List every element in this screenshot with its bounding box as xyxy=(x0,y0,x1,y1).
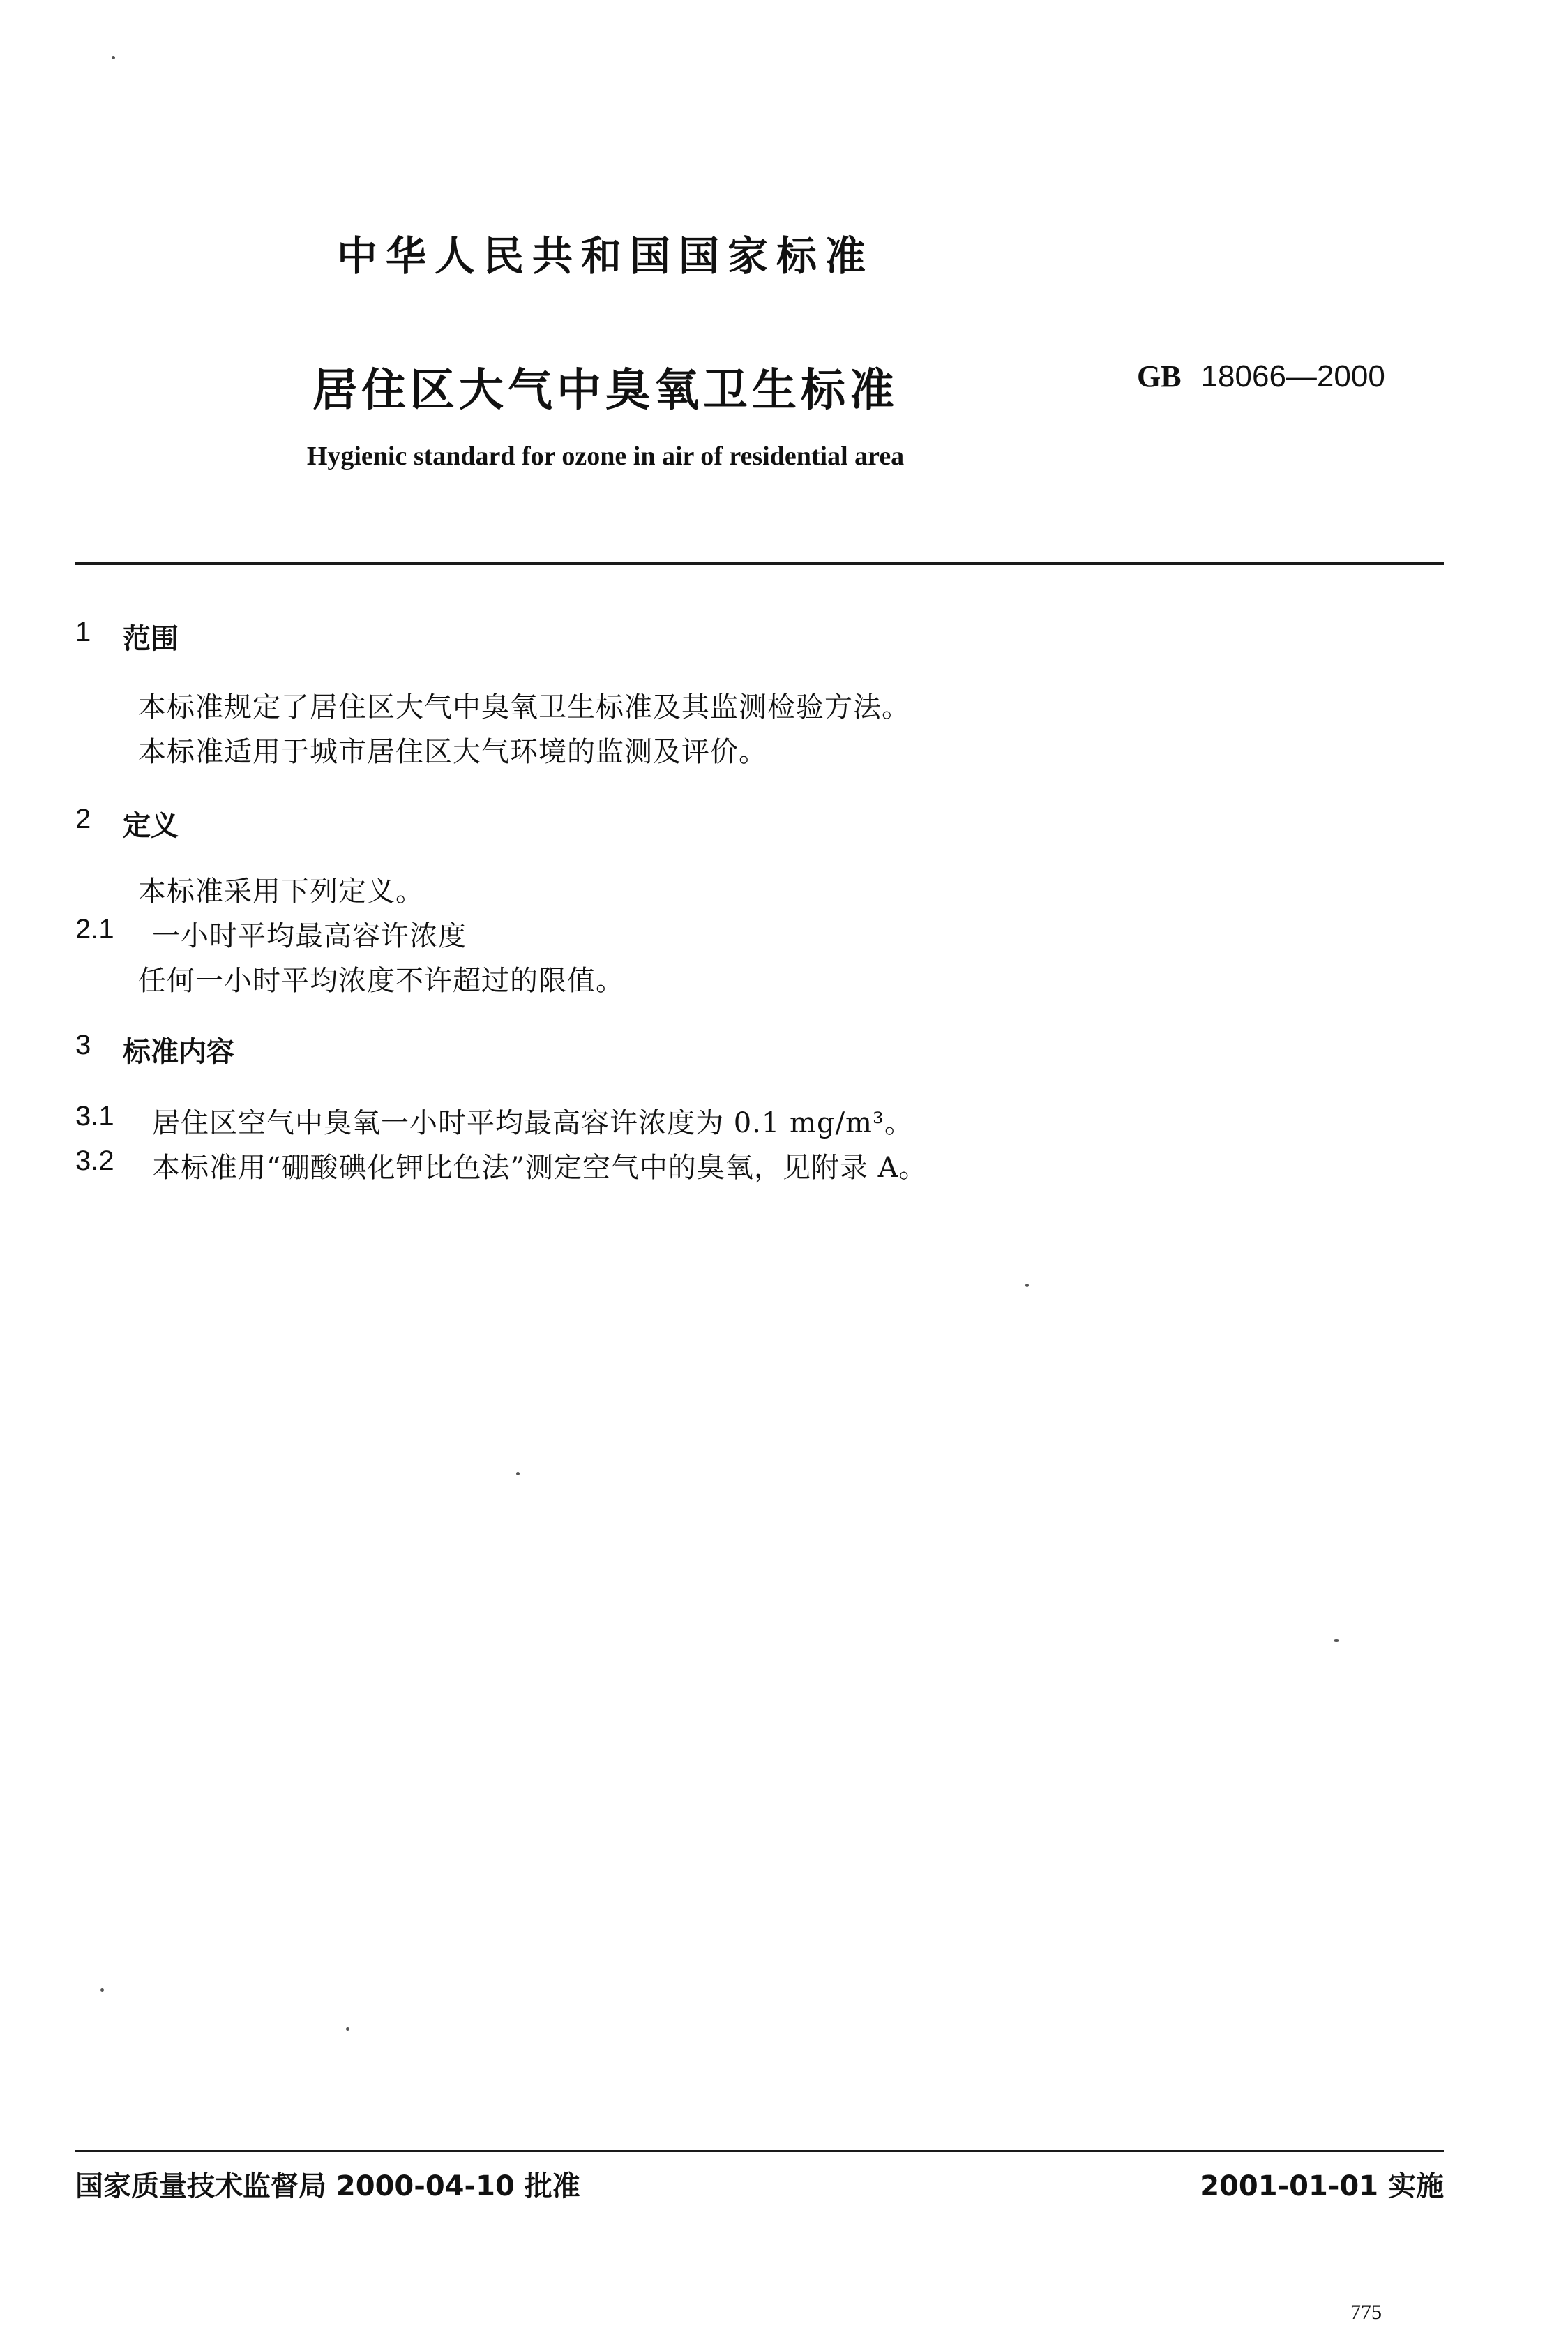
scan-speck xyxy=(112,56,115,59)
section-title: 定义 xyxy=(123,810,179,842)
scan-speck xyxy=(1025,1284,1029,1287)
subsection-text: 居住区空气中臭氧一小时平均最高容许浓度为 0.1 mg/m³。 xyxy=(152,1107,914,1139)
page-number: 775 xyxy=(1350,2301,1382,2324)
document-title-en: Hygienic standard for ozone in air of residential area xyxy=(306,442,905,471)
section-number: 3 xyxy=(75,1030,91,1060)
subsection-text: 本标准用“硼酸碘化钾比色法”测定空气中的臭氧，见附录 A。 xyxy=(152,1152,928,1184)
section-title: 标准内容 xyxy=(123,1036,234,1068)
scan-speck xyxy=(100,1988,104,1992)
standard-number xyxy=(1137,359,1385,394)
paragraph: 本标准适用于城市居住区大气环境的监测及评价。 xyxy=(138,736,767,768)
paragraph: 本标准采用下列定义。 xyxy=(138,876,424,908)
subsection-term: 一小时平均最高容许浓度 xyxy=(152,920,467,952)
scan-speck xyxy=(346,2027,349,2031)
standard-code: 18066—2000 xyxy=(1200,359,1385,393)
subsection-number: 2.1 xyxy=(75,914,114,945)
section-title: 范围 xyxy=(123,623,179,655)
section-number: 2 xyxy=(75,804,91,834)
effective-date: 2001-01-01 实施 xyxy=(1200,2170,1444,2202)
subsection-definition: 任何一小时平均浓度不许超过的限值。 xyxy=(138,965,624,997)
approval-line: 国家质量技术监督局 2000-04-10 批准 xyxy=(75,2170,580,2202)
subsection-number: 3.1 xyxy=(75,1101,114,1132)
paragraph: 本标准规定了居住区大气中臭氧卫生标准及其监测检验方法。 xyxy=(138,691,910,723)
standard-prefix: GB xyxy=(1137,359,1182,393)
header-divider xyxy=(75,562,1444,565)
footer-divider xyxy=(75,2150,1444,2152)
scan-speck xyxy=(1334,1639,1339,1642)
scan-speck xyxy=(516,1472,520,1475)
document-title-cn: 居住区大气中臭氧卫生标准 xyxy=(312,365,898,416)
subsection-number: 3.2 xyxy=(75,1145,114,1176)
section-number: 1 xyxy=(75,617,91,647)
issuer-heading: 中华人民共和国国家标准 xyxy=(336,232,874,280)
